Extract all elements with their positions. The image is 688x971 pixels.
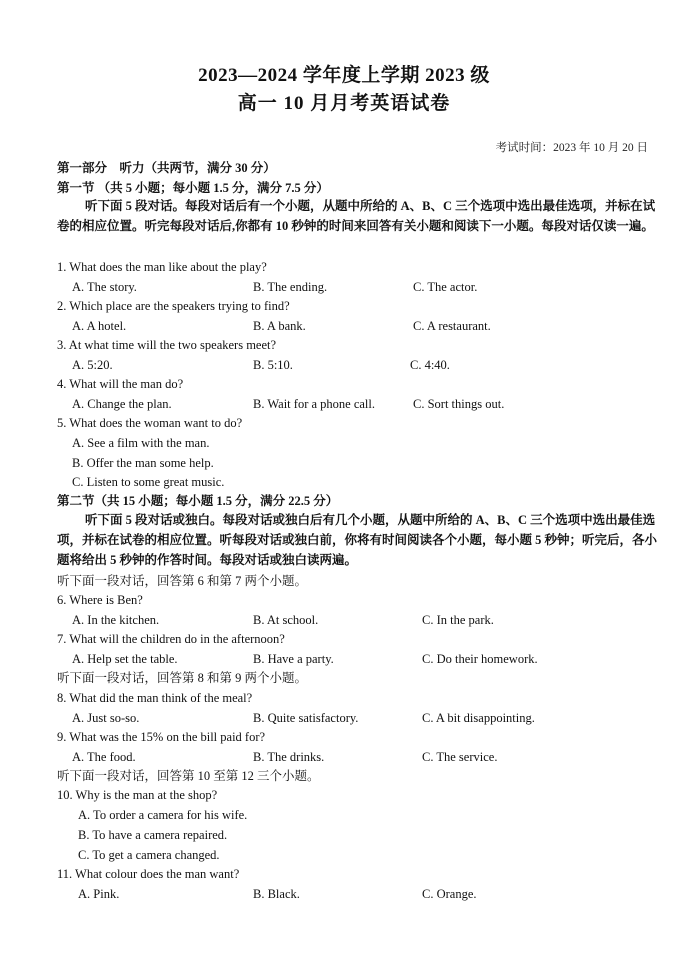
q8-option-c: C. A bit disappointing. — [422, 711, 535, 725]
q2-option-a: A. A hotel. — [72, 319, 127, 333]
q1-option-a: A. The story. — [72, 280, 137, 294]
question-4: 4. What will the man do? — [57, 377, 184, 391]
section1-heading: 第一节 （共 5 小题；每小题 1.5 分，满分 7.5 分） — [57, 181, 329, 195]
q9-option-b: B. The drinks. — [253, 750, 325, 764]
q9-option-a: A. The food. — [72, 750, 136, 764]
section1-instructions-text: 听下面 5 段对话。每段对话后有一个小题，从题中所给的 A、B、C 三个选项中选出最佳选项，并标在试卷的相应位置。听完每段对话后,你都有 10 秒钟的时间来回答有关小题和阅读下一小题。每段对话仅读一遍。 — [57, 199, 656, 233]
q8-option-a: A. Just so-so. — [72, 711, 140, 725]
q6-option-c: C. In the park. — [422, 613, 494, 627]
question-5: 5. What does the woman want to do? — [57, 416, 243, 430]
question-10: 10. Why is the man at the shop? — [57, 788, 218, 802]
question-3: 3. At what time will the two speakers meet? — [57, 338, 277, 352]
q6-option-b: B. At school. — [253, 613, 319, 627]
q1-option-c: C. The actor. — [413, 280, 478, 294]
q4-option-b: B. Wait for a phone call. — [253, 397, 375, 411]
q6-option-a: A. In the kitchen. — [72, 613, 160, 627]
q11-option-a: A. Pink. — [78, 887, 120, 901]
question-8: 8. What did the man think of the meal? — [57, 691, 253, 705]
q3-option-b: B. 5:10. — [253, 358, 293, 372]
q1-option-b: B. The ending. — [253, 280, 328, 294]
q4-option-a: A. Change the plan. — [72, 397, 172, 411]
question-11: 11. What colour does the man want? — [57, 867, 240, 881]
section2-heading: 第二节（共 15 小题；每小题 1.5 分，满分 22.5 分） — [57, 494, 339, 508]
dialog-note-10-12: 听下面一段对话，回答第 10 至第 12 三个小题。 — [57, 769, 320, 783]
q9-option-c: C. The service. — [422, 750, 498, 764]
question-9: 9. What was the 15% on the bill paid for? — [57, 730, 266, 744]
dialog-note-6-7: 听下面一段对话，回答第 6 和第 7 两个小题。 — [57, 574, 308, 588]
section2-instructions-text: 听下面 5 段对话或独白。每段对话或独白后有几个小题，从题中所给的 A、B、C 三个选项中选出最佳选项，并标在试卷的相应位置。听每段对话或独白前，你将有时间阅读各个小题，每小题 5 秒钟；听完后，各小题将给出 5 秒钟的作答时间。每段对话或独白读两遍。 — [57, 513, 658, 567]
q7-option-a: A. Help set the table. — [72, 652, 178, 666]
part1-heading: 第一部分 听力（共两节，满分 30 分） — [57, 161, 276, 175]
exam-title-line2: 高一 10 月月考英语试卷 — [237, 93, 451, 114]
q10-option-a: A. To order a camera for his wife. — [78, 808, 248, 822]
q11-option-c: C. Orange. — [422, 887, 477, 901]
question-2: 2. Which place are the speakers trying to find? — [57, 299, 290, 313]
q5-option-a: A. See a film with the man. — [72, 436, 210, 450]
q10-option-b: B. To have a camera repaired. — [78, 828, 228, 842]
question-1: 1. What does the man like about the play? — [57, 260, 267, 274]
q3-option-c: C. 4:40. — [410, 358, 450, 372]
q7-option-c: C. Do their homework. — [422, 652, 538, 666]
q8-option-b: B. Quite satisfactory. — [253, 711, 359, 725]
exam-time: 考试时间：2023 年 10 月 20 日 — [495, 142, 648, 154]
dialog-note-8-9: 听下面一段对话，回答第 8 和第 9 两个小题。 — [57, 671, 308, 685]
question-7: 7. What will the children do in the afternoon? — [57, 632, 285, 646]
q5-option-c: C. Listen to some great music. — [72, 475, 225, 489]
q3-option-a: A. 5:20. — [72, 358, 113, 372]
section1-instructions — [57, 197, 659, 236]
exam-title-line1: 2023—2024 学年度上学期 2023 级 — [198, 65, 490, 86]
section2-instructions — [57, 510, 659, 570]
q10-option-c: C. To get a camera changed. — [78, 848, 220, 862]
q2-option-c: C. A restaurant. — [413, 319, 491, 333]
q2-option-b: B. A bank. — [253, 319, 306, 333]
question-6: 6. Where is Ben? — [57, 593, 143, 607]
q7-option-b: B. Have a party. — [253, 652, 334, 666]
q5-option-b: B. Offer the man some help. — [72, 456, 214, 470]
q4-option-c: C. Sort things out. — [413, 397, 505, 411]
q11-option-b: B. Black. — [253, 887, 300, 901]
